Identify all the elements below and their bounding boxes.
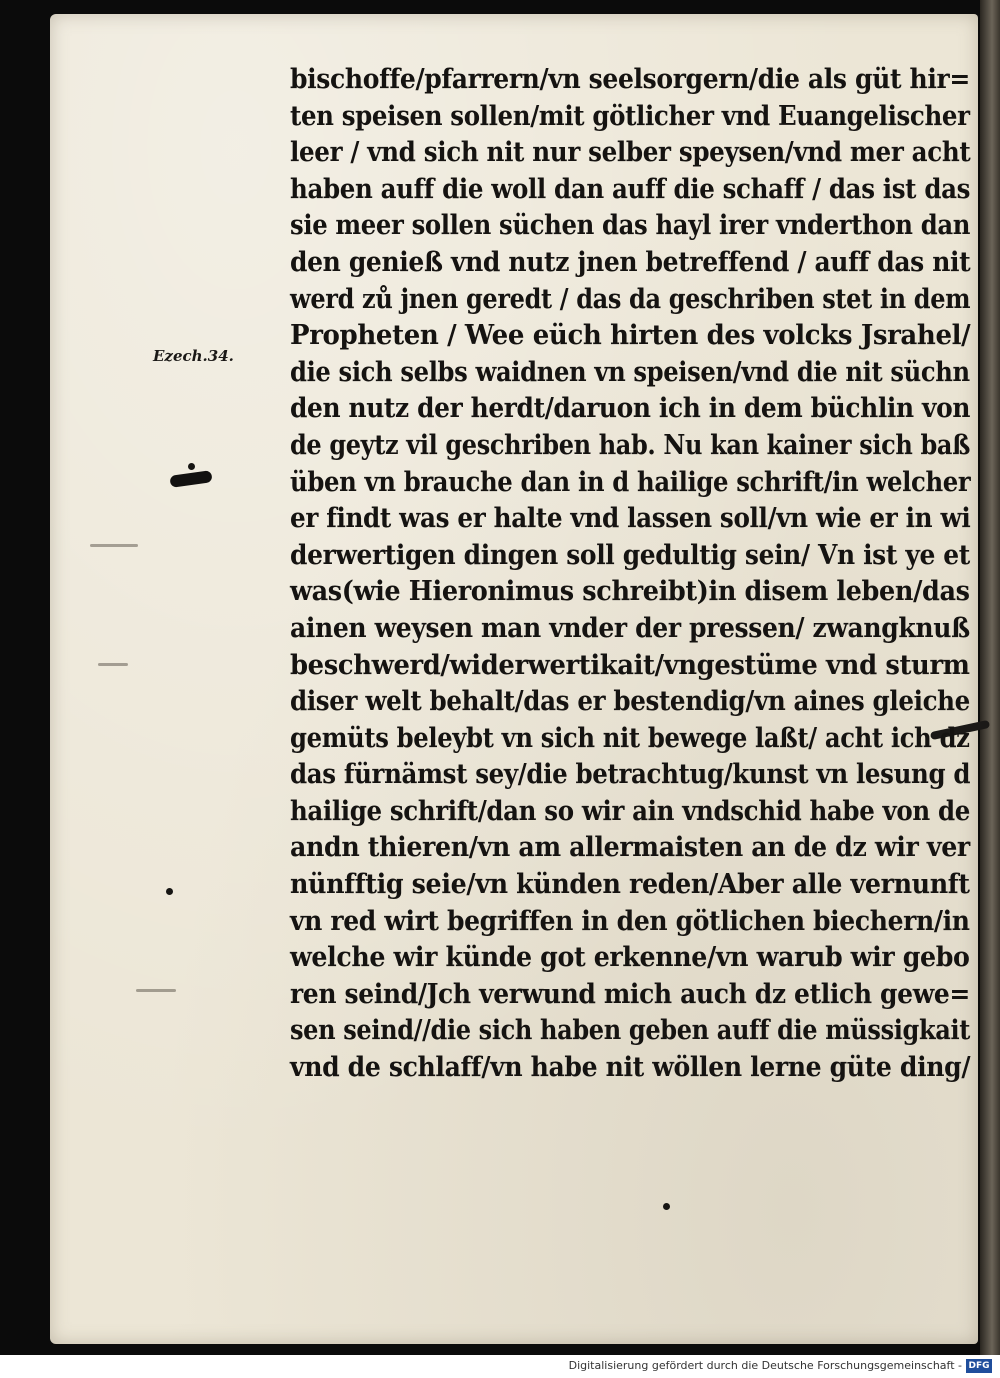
text-line: das fürnämst sey/die betrachtug/kunst vn lesung d xyxy=(290,759,971,791)
ink-dot-mark xyxy=(188,463,195,470)
text-line: beschwerd/widerwertikait/vngestüme vnd sturm xyxy=(290,649,970,681)
book-page xyxy=(50,14,978,1344)
ink-dash-mark xyxy=(169,470,212,488)
book-edge xyxy=(980,0,1000,1355)
text-line: Propheten / Wee eüch hirten des volcks Jsrahel/ xyxy=(290,320,971,352)
text-line: leer / vnd sich nit nur selber speysen/vnd mer acht xyxy=(290,137,971,169)
text-line: andn thieren/vn am allermaisten an de dz wir ver xyxy=(290,832,970,864)
margin-note: Ezech.34. xyxy=(153,347,234,365)
text-line: ten speisen sollen/mit götlicher vnd Euangelischer xyxy=(290,100,970,132)
text-line: derwertigen dingen soll gedultig sein/ Vn ist ye et xyxy=(290,539,970,571)
text-line: sie meer sollen süchen das hayl irer vnderthon dan xyxy=(290,210,971,242)
text-line: werd zů jnen geredt / das da geschriben stet in dem xyxy=(290,283,971,315)
faint-smudge xyxy=(90,544,138,547)
footer-credit: Digitalisierung gefördert durch die Deutsche Forschungsgemeinschaft - xyxy=(568,1359,962,1372)
text-line: diser welt behalt/das er bestendig/vn aines gleiche xyxy=(290,686,970,718)
text-line: ainen weysen man vnder der pressen/ zwangknuß xyxy=(290,612,970,644)
ink-dot-mark xyxy=(663,1203,670,1210)
dfg-logo: DFG xyxy=(966,1359,992,1373)
text-line: nünfftig seie/vn künden reden/Aber alle vernunft xyxy=(290,869,970,901)
text-line: den nutz der herdt/daruon ich in dem büchlin von xyxy=(290,393,971,425)
main-text-block xyxy=(290,62,980,1087)
text-line: haben auff die woll dan auff die schaff / das ist das xyxy=(290,173,971,205)
text-line: was(wie Hieronimus schreibt)in disem leben/das xyxy=(290,576,970,608)
text-line: ren seind/Jch verwund mich auch dz etlich gewe= xyxy=(290,978,970,1010)
footer-bar xyxy=(0,1355,1000,1378)
text-line: sen seind//die sich haben geben auff die müssigkait xyxy=(290,1015,971,1047)
ink-dot-mark xyxy=(166,888,173,895)
text-line: vnd de schlaff/vn habe nit wöllen lerne güte ding/ xyxy=(290,1052,971,1084)
faint-smudge xyxy=(136,989,176,992)
text-line: er findt was er halte vnd lassen soll/vn wie er in wi xyxy=(290,503,971,535)
text-line: vn red wirt begriffen in den götlichen biechern/in xyxy=(290,905,970,937)
text-line: die sich selbs waidnen vn speisen/vnd die nit süchn xyxy=(290,356,970,388)
text-line: welche wir künde got erkenne/vn warub wir gebo xyxy=(290,942,970,974)
faint-smudge xyxy=(98,663,128,666)
text-line: üben vn brauche dan in d hailige schrift/in welcher xyxy=(290,466,971,498)
text-line: hailige schrift/dan so wir ain vndschid habe von de xyxy=(290,795,970,827)
text-line: den genieß vnd nutz jnen betreffend / auff das nit xyxy=(290,246,971,278)
text-line: bischoffe/pfarrern/vn seelsorgern/die als güt hir= xyxy=(290,64,970,95)
text-line: de geytz vil geschriben hab. Nu kan kainer sich baß xyxy=(290,429,970,461)
text-line: gemüts beleybt vn sich nit bewege laßt/ acht ich dz xyxy=(290,722,970,754)
